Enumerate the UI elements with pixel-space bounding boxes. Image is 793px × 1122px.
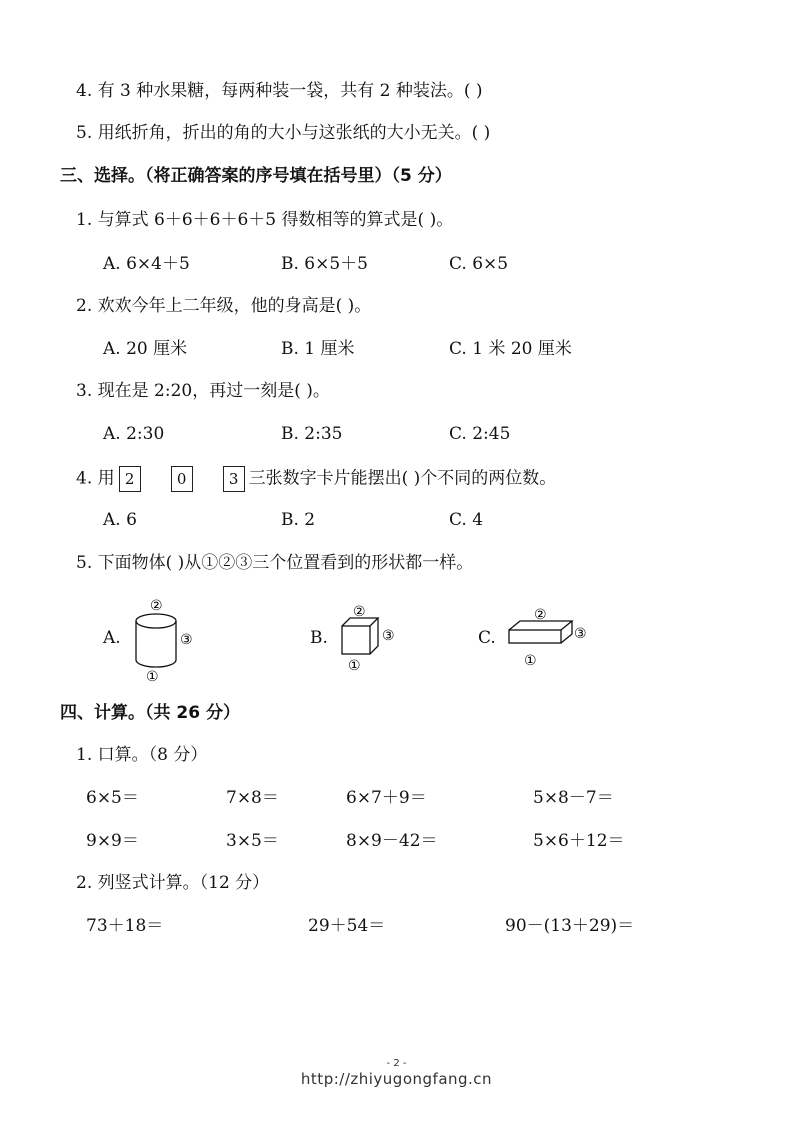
question-number: 2. <box>76 296 93 316</box>
option-a[interactable]: A. 6×4＋5 <box>103 254 190 274</box>
question-number: 5. <box>76 123 93 143</box>
position-marker: ③ <box>574 626 587 642</box>
question-text: 与算式 6＋6＋6＋6＋5 得数相等的算式是( )。 <box>97 210 454 230</box>
vertical-calc-label: 2. 列竖式计算。（12 分） <box>76 873 270 893</box>
vertical-calc-item[interactable]: 90－(13＋29)＝ <box>505 916 635 936</box>
option-b[interactable]: B. 6×5＋5 <box>281 254 368 274</box>
answer-blank[interactable]: ( ) <box>463 81 483 101</box>
section-4-title: 四、计算。（共 26 分） <box>60 703 240 723</box>
section-3-title: 三、选择。（将正确答案的序号填在括号里）（5 分） <box>60 166 452 186</box>
number-card: 3 <box>223 466 245 492</box>
option-c[interactable]: C. 6×5 <box>449 254 509 274</box>
judge-question-4 <box>76 80 483 102</box>
position-marker: ② <box>534 607 547 623</box>
option-b[interactable]: B. <box>310 628 328 648</box>
question-number: 5. <box>76 553 93 573</box>
option-b[interactable]: B. 1 厘米 <box>281 339 355 359</box>
cube-figure <box>336 604 406 674</box>
question-number: 4. <box>76 468 93 489</box>
page-number: - 2 - <box>386 1058 407 1069</box>
answer-blank[interactable]: ( ) <box>471 123 491 143</box>
option-a[interactable]: A. 6 <box>103 510 137 530</box>
position-marker: ③ <box>382 628 395 644</box>
position-marker: ① <box>348 658 361 674</box>
question-text: 下面物体( )从①②③三个位置看到的形状都一样。 <box>97 553 474 573</box>
cuboid-figure <box>504 604 604 672</box>
footer-url[interactable]: http://zhiyugongfang.cn <box>300 1070 493 1088</box>
option-a[interactable]: A. 2:30 <box>103 424 165 444</box>
mental-math-item[interactable]: 8×9－42＝ <box>346 831 438 851</box>
choice-question-3 <box>76 380 330 402</box>
option-b[interactable]: B. 2:35 <box>281 424 343 444</box>
option-a[interactable]: A. 20 厘米 <box>103 339 188 359</box>
mental-math-item[interactable]: 5×6＋12＝ <box>533 831 625 851</box>
option-c[interactable]: C. 4 <box>449 510 484 530</box>
position-marker: ② <box>150 598 163 614</box>
number-card: 2 <box>119 466 141 492</box>
position-marker: ② <box>353 604 366 620</box>
choice-question-4 <box>76 466 556 492</box>
option-c[interactable]: C. 1 米 20 厘米 <box>449 339 572 359</box>
mental-math-item[interactable]: 6×5＝ <box>86 788 139 808</box>
mental-math-label: 1. 口算。（8 分） <box>76 745 208 765</box>
option-a[interactable]: A. <box>103 628 121 648</box>
question-number: 1. <box>76 210 93 230</box>
vertical-calc-item[interactable]: 73＋18＝ <box>86 916 164 936</box>
option-b[interactable]: B. 2 <box>281 510 316 530</box>
mental-math-item[interactable]: 3×5＝ <box>226 831 279 851</box>
number-card: 0 <box>171 466 193 492</box>
question-number: 3. <box>76 381 93 401</box>
option-c[interactable]: C. <box>478 628 496 648</box>
mental-math-item[interactable]: 5×8－7＝ <box>533 788 614 808</box>
question-suffix: 三张数字卡片能摆出( )个不同的两位数。 <box>248 468 557 489</box>
mental-math-item[interactable]: 6×7＋9＝ <box>346 788 427 808</box>
choice-question-5 <box>76 552 473 574</box>
question-text: 有 3 种水果糖，每两种装一袋，共有 2 种装法。 <box>97 81 464 101</box>
question-number: 4. <box>76 81 93 101</box>
judge-question-5 <box>76 122 490 144</box>
mental-math-item[interactable]: 9×9＝ <box>86 831 139 851</box>
choice-question-2 <box>76 295 371 317</box>
question-prefix: 用 <box>97 468 115 489</box>
vertical-calc-item[interactable]: 29＋54＝ <box>308 916 386 936</box>
cylinder-figure <box>128 594 208 684</box>
choice-question-1 <box>76 209 453 231</box>
question-text: 现在是 2:20，再过一刻是( )。 <box>97 381 330 401</box>
position-marker: ① <box>146 669 159 684</box>
position-marker: ① <box>524 653 537 669</box>
position-marker: ③ <box>180 632 193 648</box>
mental-math-item[interactable]: 7×8＝ <box>226 788 279 808</box>
question-text: 用纸折角，折出的角的大小与这张纸的大小无关。 <box>97 123 472 143</box>
option-c[interactable]: C. 2:45 <box>449 424 511 444</box>
question-text: 欢欢今年上二年级，他的身高是( )。 <box>97 296 372 316</box>
